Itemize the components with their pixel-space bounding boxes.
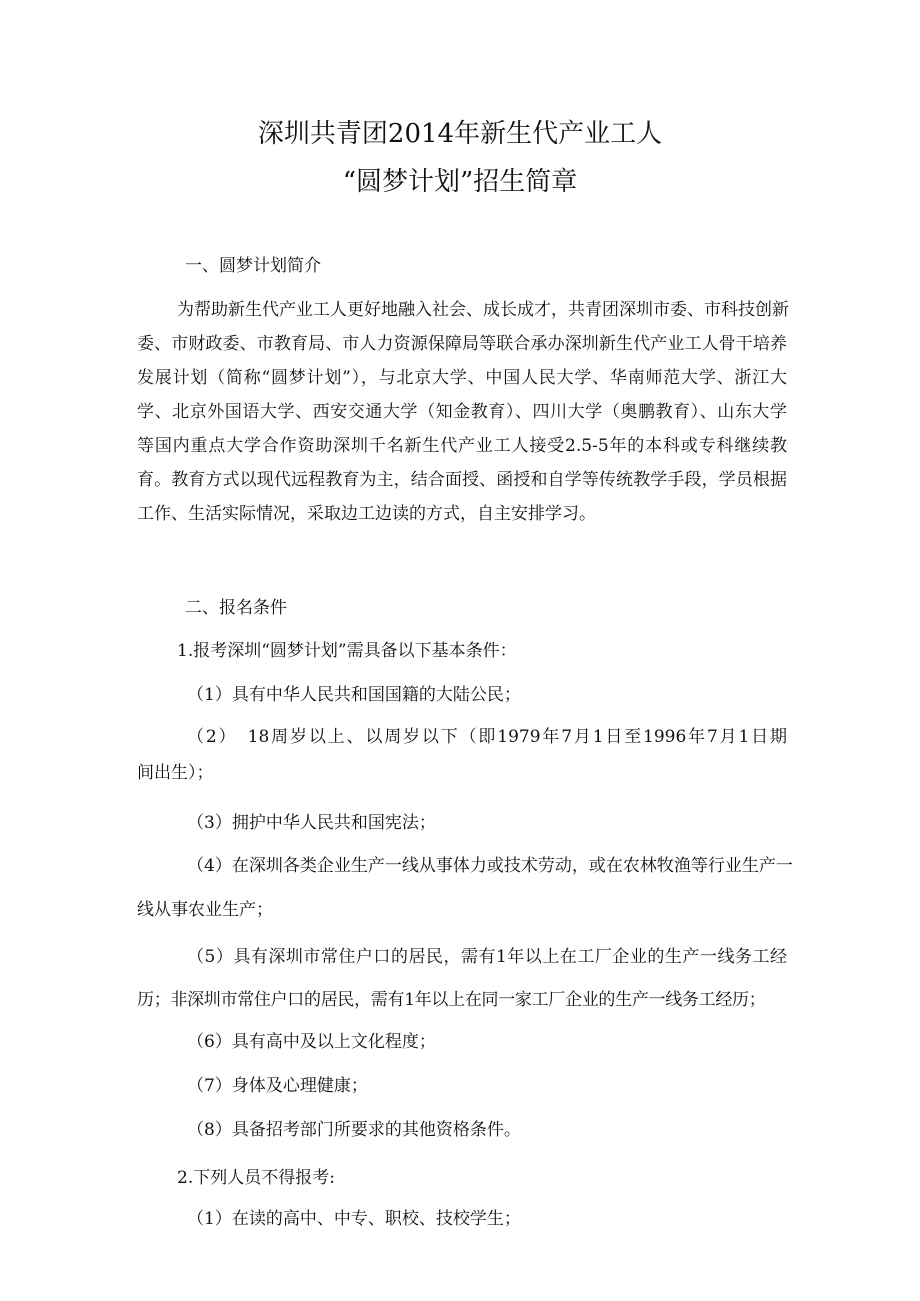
- paragraph-line: 学、北京外国语大学、西安交通大学（知金教育）、四川大学（奥鹏教育）、山东大学: [137, 402, 787, 422]
- condition-item: （5）具有深圳市常住户口的居民，需有1年以上在工厂企业的生产一线务工经 历；非深圳市常住户口的居民，需有1年以上在同一家工厂企业的生产一线务工经历；: [137, 947, 787, 1010]
- paragraph-line: 工作、生活实际情况，采取边工边读的方式，自主安排学习。: [137, 504, 596, 524]
- condition-item: （8）具备招考部门所要求的其他资格条件。: [187, 1120, 521, 1140]
- condition-item: （2） 18周岁以上、以周岁以下（即1979年7月1日至1996年7月1日期 间出生）；: [137, 727, 787, 783]
- condition-item: （7）身体及心理健康；: [187, 1076, 368, 1096]
- document-title-line-2: “圆梦计划”招生简章: [342, 167, 578, 197]
- paragraph-line: 发展计划（简称“圆梦计划”），与北京大学、中国人民大学、华南师范大学、浙江大: [137, 368, 787, 388]
- paragraph-line: 委、市财政委、市教育局、市人力资源保障局等联合承办深圳新生代产业工人骨干培养: [137, 334, 787, 354]
- exclusions-heading: 2.下列人员不得报考:: [177, 1168, 335, 1188]
- condition-item: （3）拥护中华人民共和国宪法；: [187, 813, 436, 833]
- section-1-heading: 一、圆梦计划简介: [185, 256, 321, 276]
- paragraph-line: 等国内重点大学合作资助深圳千名新生代产业工人接受2.5-5年的本科或专科继续教: [137, 436, 787, 456]
- basic-conditions-heading: 1.报考深圳“圆梦计划”需具备以下基本条件：: [177, 641, 517, 661]
- document-title-line-1: 深圳共青团2014年新生代产业工人: [257, 119, 663, 149]
- conditions-list: [137, 678, 787, 712]
- condition-item: （4）在深圳各类企业生产一线从事体力或技术劳动，或在农林牧渔等行业生产一 线从事农业生产；: [137, 856, 793, 920]
- condition-item: （1）具有中华人民共和国国籍的大陆公民；: [187, 685, 521, 705]
- section-2-heading: 二、报名条件: [185, 598, 287, 618]
- paragraph-line: 为帮助新生代产业工人更好地融入社会、成长成才，共青团深圳市委、市科技创新: [177, 300, 789, 320]
- section-1-paragraph: [137, 293, 787, 531]
- condition-item: （6）具有高中及以上文化程度；: [187, 1032, 436, 1052]
- exclusion-item: （1）在读的高中、中专、职校、技校学生；: [187, 1209, 521, 1229]
- paragraph-line: 育。教育方式以现代远程教育为主，结合面授、函授和自学等传统教学手段，学员根据: [137, 470, 787, 490]
